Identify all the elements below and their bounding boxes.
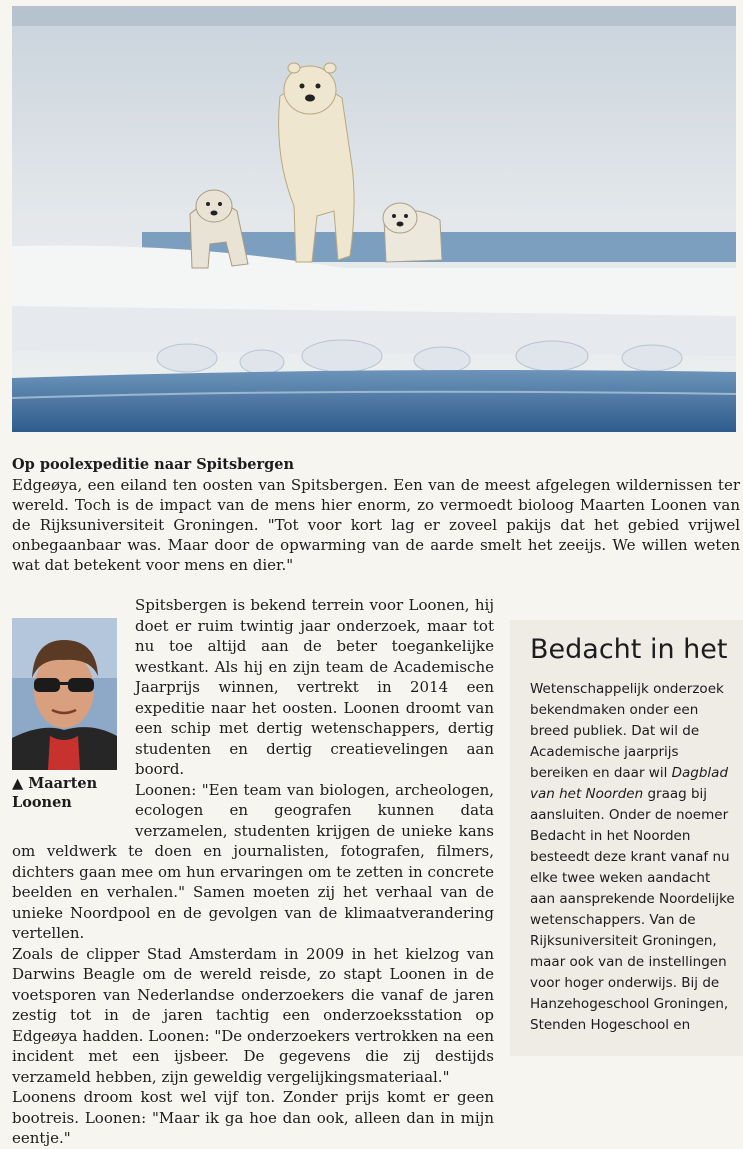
- article-body: [12, 595, 494, 1149]
- body-paragraph-4: Loonens droom kost wel vijf ton. Zonder prijs komt er geen bootreis. Loonen: "Maar ik ga hoe dan ook, alleen dan in mijn eentje.": [12, 1088, 494, 1147]
- sidebar-body: Wetenschappelijk onderzoek bekendmaken onder een breed publiek. Dat wil de Academische jaarprijs bereiken en daar wil Dagblad van het Noorden graag bij aansluiten. Onder de noemer Bedacht in het Noorden besteedt deze krant vanaf nu elke twee weken aandacht aan aansprekende Noordelijke wetenschappers. Van de Rijksuniversiteit Groningen, maar ook van de instellingen voor hoger onderwijs. Bij de Hanzehogeschool Groningen, Stenden Hogeschool en: [530, 681, 735, 1033]
- polar-bears-photo: [12, 6, 736, 432]
- caption-triangle-icon: ▲: [12, 775, 24, 792]
- caption-text: Maarten Loonen: [12, 775, 98, 811]
- sidebar-box: [510, 620, 743, 1056]
- body-paragraph-1: Spitsbergen is bekend terrein voor Loonen, hij doet er ruim twintig jaar onderzoek, maar tot nu toe altijd aan de beter toegankelijke westkant. Als hij en zijn team de Academische Jaarprijs winnen, vertrekt in 2014 een expeditie naar het oosten. Loonen droomt van een schip met dertig wetenschappers, dertig studenten en dertig creatievelingen aan boord.: [135, 596, 494, 778]
- intro-paragraph: Edgeøya, een eiland ten oosten van Spitsbergen. Een van de meest afgelegen wildernissen ter wereld. Toch is de impact van de mens hier enorm, zo vermoedt bioloog Maarten Loonen van de Rijksuniversiteit Groningen. "Tot voor kort lag er zoveel pakijs dat het gebied vrijwel onbegaanbaar was. Maar door de opwarming van de aarde smelt het zeeijs. We willen weten wat dat betekent voor mens en dier.": [12, 476, 740, 574]
- article-intro: [12, 475, 740, 575]
- body-paragraph-3: Zoals de clipper Stad Amsterdam in 2009 in het kielzog van Darwins Beagle om de wereld reisde, zo stapt Loonen in de voetsporen van Nederlandse onderzoekers die vanaf de jaren zestig tot in de jaren tachtig een onderzoeksstation op Edgeøya hadden. Loonen: "De onderzoekers vertrokken na een incident met een ijsbeer. De gegevens die zij destijds verzameld hebben, zijn geweldig vergelijkingsmateriaal.": [12, 944, 494, 1086]
- article-headline: Op poolexpeditie naar Spitsbergen: [12, 456, 295, 473]
- sidebar-title: Bedacht in het: [530, 634, 728, 665]
- body-paragraph-2: Loonen: "Een team van biologen, archeologen, ecologen en geografen kunnen data verzamelen, studenten krijgen de unieke kans om veldwerk te doen en journalisten, fotografen, filmers, dichters gaan mee om hun ervaringen om te zetten in concrete beelden en verhalen." Samen moeten zij het verhaal van de unieke Noordpool en de gevolgen van de klimaatverandering vertellen.: [12, 780, 494, 942]
- newspaper-name: Dagblad van het Noorden: [530, 765, 729, 802]
